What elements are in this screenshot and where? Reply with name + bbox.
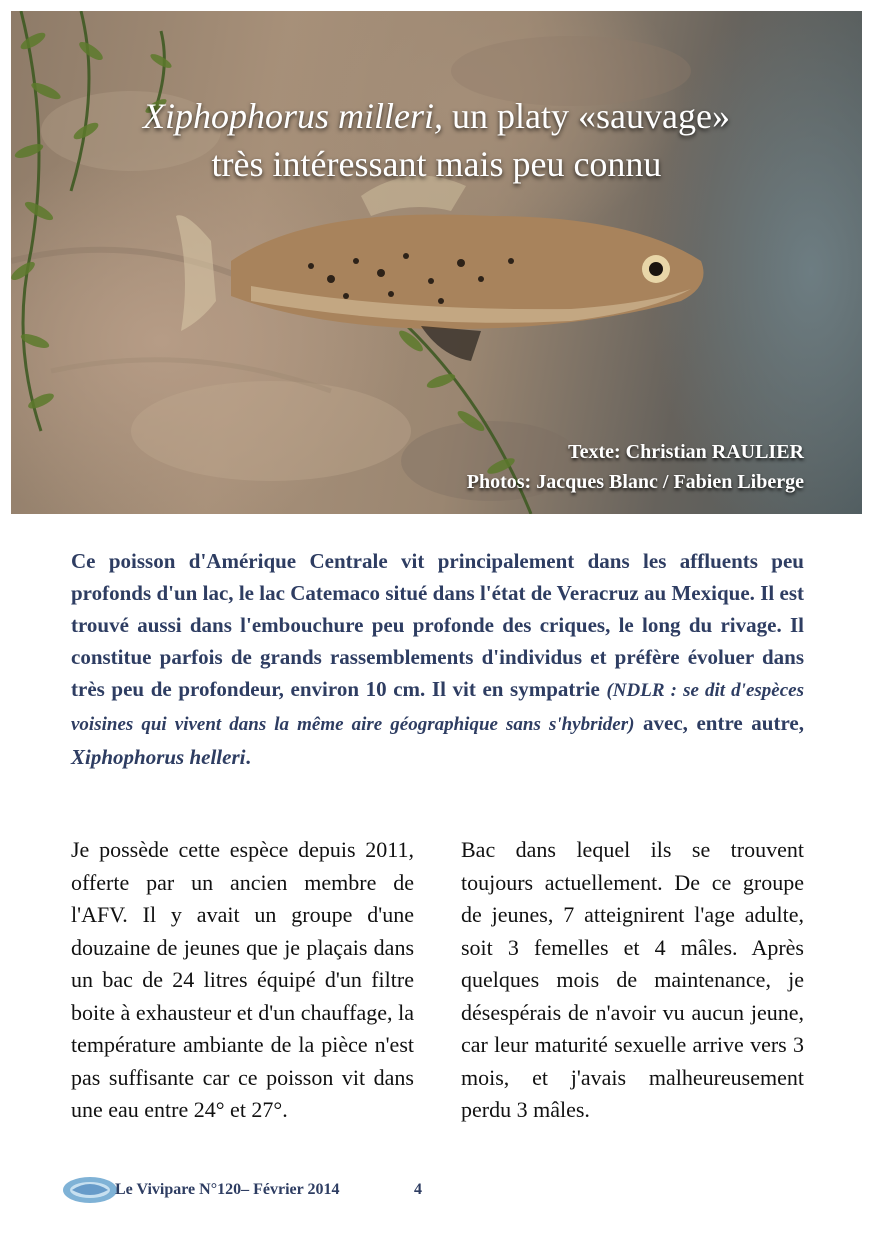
intro-species-name: Xiphophorus helleri bbox=[71, 745, 246, 769]
page-number: 4 bbox=[414, 1181, 422, 1198]
article-title-line-2: très intéressant mais peu connu bbox=[211, 144, 662, 184]
fish-photo-illustration bbox=[11, 11, 862, 514]
afv-fish-logo-icon bbox=[60, 1170, 120, 1210]
title-subtitle: un platy «sauvage» bbox=[443, 96, 730, 136]
hero-photo bbox=[11, 11, 862, 514]
article-title-line-1 bbox=[11, 93, 862, 139]
photo-credit: Photos: Jacques Blanc / Fabien Liberge bbox=[466, 471, 804, 493]
intro-text-2: avec, entre autre, bbox=[634, 711, 804, 735]
author-credit: Texte: Christian RAULIER bbox=[568, 441, 804, 463]
intro-paragraph bbox=[71, 545, 804, 773]
page-footer bbox=[60, 1170, 460, 1210]
intro-text-1: Ce poisson d'Amérique Centrale vit principalement dans les affluents peu profonds d'un lac, le lac Catemaco situé dans l'état de Veracruz au Mexique. Il est trouvé aussi dans l'embouchure peu profonde des criques, le long du rivage. Il constitue parfois de grands rassemblements d'individus et préfère évoluer dans très peu de profondeur, environ 10 cm. Il vit en sympatrie bbox=[71, 549, 804, 701]
title-species-name: Xiphophorus milleri, bbox=[143, 96, 444, 136]
body-column-left: Je possède cette espèce depuis 2011, offerte par un ancien membre de l'AFV. Il y avait un groupe d'une douzaine de jeunes que je plaçais dans un bac de 24 litres équipé d'un filtre boite à exhausteur et d'un chauffage, la température ambiante de la pièce n'est pas suffisante car ce poisson vit dans une eau entre 24° et 27°. bbox=[71, 837, 414, 1122]
issue-label: Le Vivipare N°120– Février 2014 bbox=[115, 1181, 340, 1198]
fish-drawing bbox=[176, 176, 704, 361]
intro-end: . bbox=[245, 745, 251, 769]
editor-note: (NDLR : se dit d'espèces voisines qui vivent dans la même aire géographique sans s'hybrider) bbox=[71, 680, 804, 735]
body-column-right: Bac dans lequel ils se trouvent toujours actuellement. De ce groupe de jeunes, 7 atteignirent l'age adulte, soit 3 femelles et 4 mâles. Après quelques mois de maintenance, je désespérais de n'avoir vu aucun jeune, car leur maturité sexuelle arrive vers 3 mois, et j'avais malheureusement perdu 3 mâles. bbox=[461, 837, 804, 1122]
